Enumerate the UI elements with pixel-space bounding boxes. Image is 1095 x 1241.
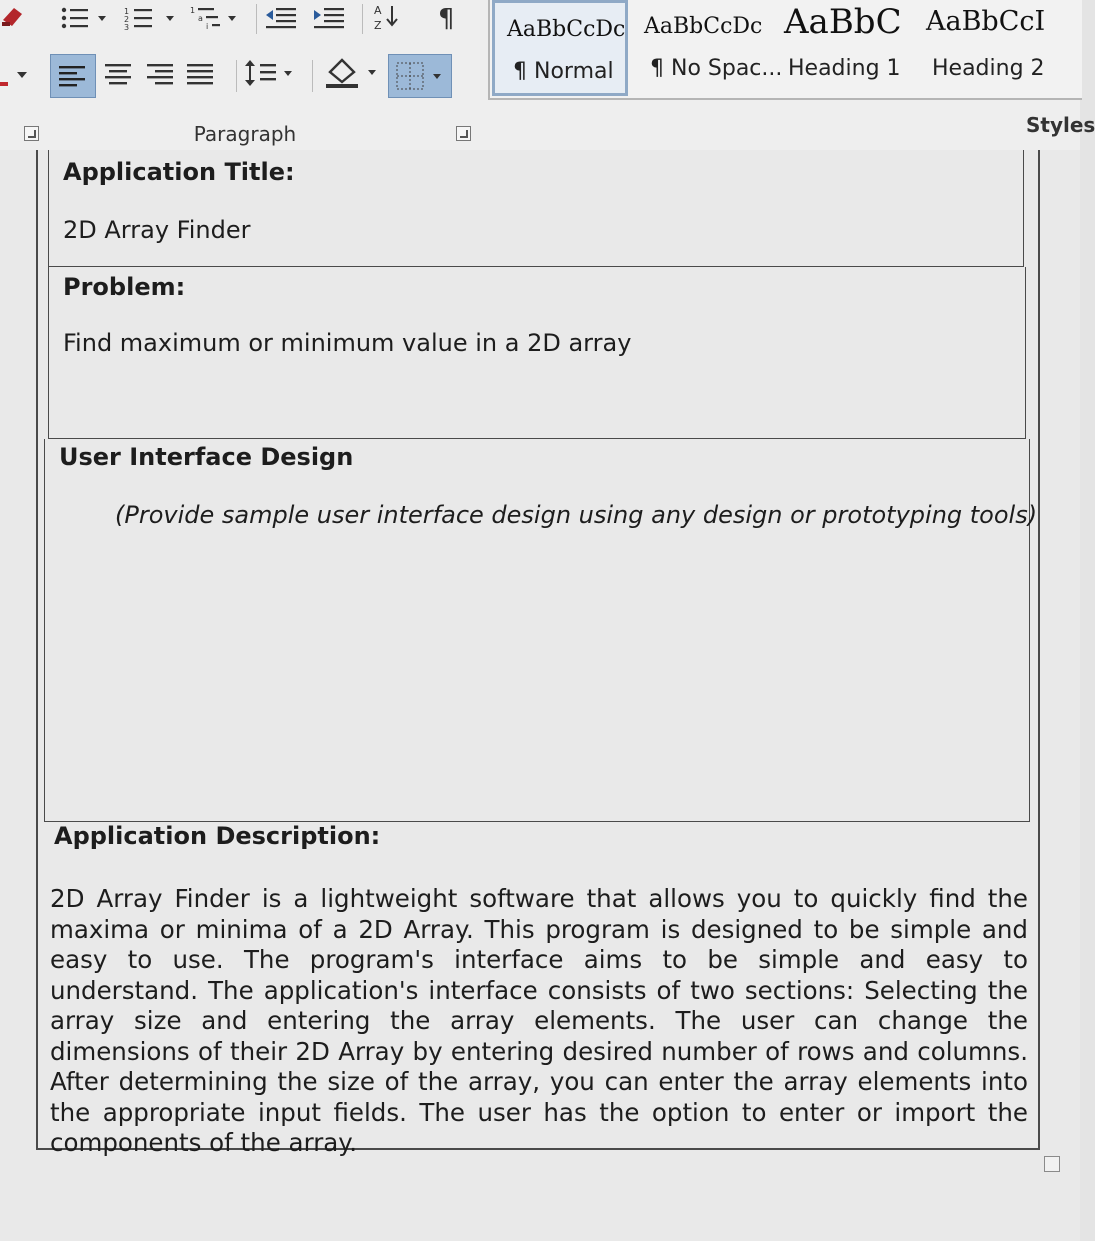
style-sample: AaBbCcDc xyxy=(644,14,763,39)
styles-group-label: Styles xyxy=(1026,113,1095,137)
borders-icon xyxy=(395,61,445,91)
ui-design-cell[interactable] xyxy=(44,439,1038,822)
numbering-icon[interactable] xyxy=(122,6,178,32)
svg-text:1: 1 xyxy=(190,6,196,15)
borders-button[interactable] xyxy=(388,54,452,98)
increase-indent-icon[interactable] xyxy=(312,6,346,30)
sort-icon[interactable] xyxy=(372,2,406,32)
align-right-icon[interactable] xyxy=(146,62,174,86)
application-title-value[interactable]: 2D Array Finder xyxy=(63,216,251,244)
application-description-cell[interactable] xyxy=(38,822,1038,1157)
svg-text:Z: Z xyxy=(374,19,382,32)
multilevel-list-icon[interactable] xyxy=(188,4,242,32)
svg-text:A: A xyxy=(374,4,382,17)
chevron-down-icon[interactable] xyxy=(16,70,28,80)
ui-design-label: User Interface Design xyxy=(59,443,354,471)
svg-text:2: 2 xyxy=(124,15,130,24)
svg-text:1: 1 xyxy=(124,7,130,16)
problem-cell[interactable] xyxy=(48,267,1026,439)
format-painter-icon[interactable] xyxy=(0,4,28,30)
svg-text:i: i xyxy=(206,22,209,31)
ribbon xyxy=(0,0,1095,151)
application-title-cell[interactable] xyxy=(48,150,1024,267)
styles-gallery xyxy=(488,0,1082,100)
problem-label: Problem: xyxy=(63,273,186,301)
paragraph-dialog-launcher[interactable] xyxy=(456,126,471,141)
separator xyxy=(312,60,313,92)
application-description-label: Application Description: xyxy=(54,822,381,850)
shading-icon[interactable] xyxy=(324,56,380,90)
style-name: ¶ Normal xyxy=(513,59,614,84)
clipboard-dialog-launcher[interactable] xyxy=(24,126,39,141)
application-description-text[interactable]: 2D Array Finder is a lightweight software that allows you to quickly find the maxima or minima of a 2D Array. This program is designed to be simple and easy to use. The program's interface aims to be simple and easy to understand. The application's interface consists of two sections: Selecting the array size and entering the array elements. The user can change the dimensions of their 2D Array by entering desired number of rows and columns. After determining the size of the array, you can enter the array elements into the appropriate input fields. The user has the option to enter or import the components of the array. xyxy=(50,884,1028,1157)
style-sample: AaBbCcI xyxy=(926,6,1046,37)
style-sample: AaBbCcDc xyxy=(507,17,626,42)
svg-text:a: a xyxy=(198,14,203,23)
application-title-label: Application Title: xyxy=(63,158,295,186)
separator xyxy=(362,4,363,34)
align-left-icon xyxy=(59,64,87,88)
align-left-button[interactable] xyxy=(50,54,96,98)
svg-text:¶: ¶ xyxy=(438,4,455,34)
style-sample: AaBbC xyxy=(784,2,902,42)
center-icon[interactable] xyxy=(104,62,132,86)
svg-text:3: 3 xyxy=(124,23,130,32)
style-name: Heading 1 xyxy=(788,56,901,81)
decrease-indent-icon[interactable] xyxy=(264,6,298,30)
problem-value[interactable]: Find maximum or minimum value in a 2D array xyxy=(63,329,632,357)
ui-design-hint[interactable]: (Provide sample user interface design using any design or prototyping tools) xyxy=(115,501,1038,529)
bullets-icon[interactable] xyxy=(58,6,110,32)
separator xyxy=(236,60,237,92)
document-table xyxy=(36,150,1040,1157)
document-page xyxy=(0,150,1080,1241)
line-spacing-icon[interactable] xyxy=(244,58,296,90)
red-marker-icon xyxy=(0,82,10,88)
table-resize-handle[interactable] xyxy=(1044,1156,1060,1172)
style-no-spacing[interactable] xyxy=(632,0,783,96)
justify-icon[interactable] xyxy=(186,62,214,86)
style-name: ¶ No Spac... xyxy=(650,56,783,81)
style-heading-2[interactable] xyxy=(918,0,1082,96)
style-name: Heading 2 xyxy=(932,56,1045,81)
style-normal[interactable] xyxy=(492,0,628,96)
style-heading-1[interactable] xyxy=(776,0,914,96)
paragraph-group-label: Paragraph xyxy=(193,122,297,146)
show-formatting-icon[interactable] xyxy=(436,2,462,32)
separator xyxy=(256,4,257,34)
